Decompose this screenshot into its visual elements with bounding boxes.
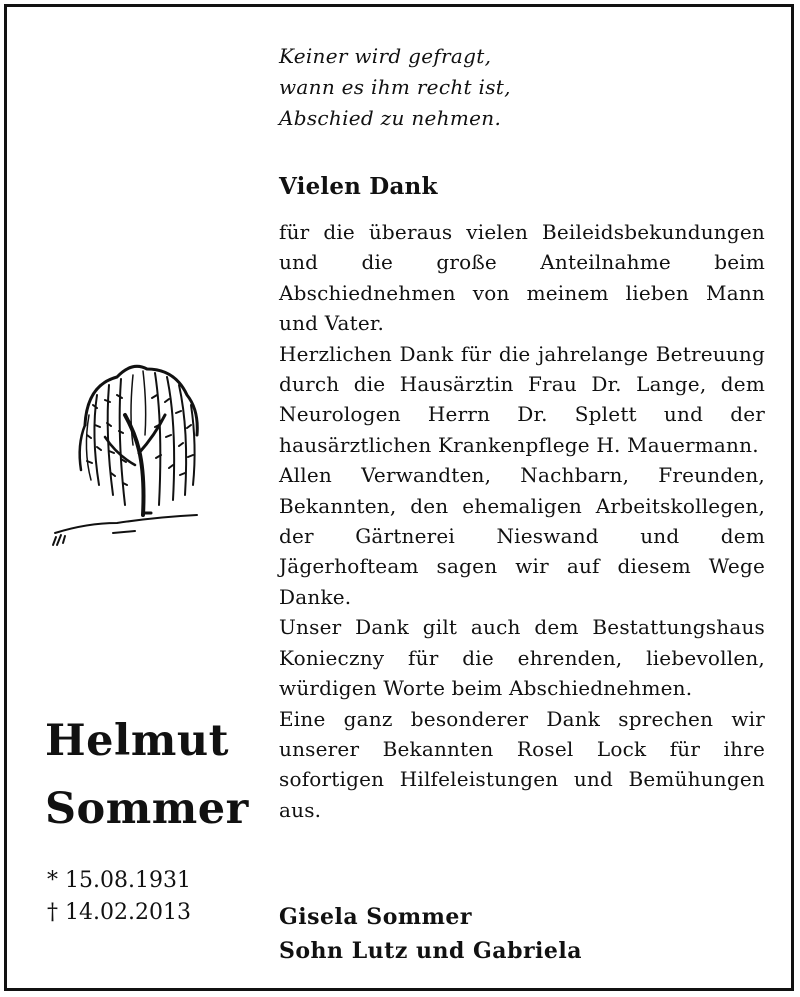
paragraph-condolences: für die überaus vielen Beileidsbekundungen und die große Anteilnahme beim Abschiednehmen von meinem lieben Mann und Vater. — [279, 220, 765, 336]
weeping-willow-icon — [47, 355, 207, 565]
cross-icon: † — [47, 900, 58, 925]
signature-line: Sohn Lutz und Gabriela — [279, 938, 583, 964]
life-dates — [47, 865, 191, 929]
quote-line: Abschied zu nehmen. — [279, 106, 502, 130]
paragraph-relatives: Allen Verwandten, Nachbarn, Freunden, Bekannten, den ehemaligen Arbeitskollegen, der Gärtnerei Nieswand und dem Jägerhofteam sagen wir auf diesem Wege Danke. — [279, 463, 765, 609]
signature-block — [279, 900, 582, 968]
death-row — [47, 897, 191, 929]
paragraph-doctors: Herzlichen Dank für die jahrelange Betreuung durch die Hausärztin Frau Dr. Lange, dem Neurologen Herrn Dr. Splett und der hausärztlichen Krankenpflege H. Mauermann. — [279, 341, 765, 457]
deceased-name — [45, 707, 270, 843]
paragraph-funeral-home: Unser Dank gilt auch dem Bestattungshaus Konieczny für die ehrenden, liebevollen, würdigen Worte beim Abschiednehmen. — [279, 615, 765, 701]
paragraph-special-thanks: Eine ganz besonderer Dank sprechen wir unserer Bekannten Rosel Lock für ihre sofortigen Hilfeleistungen und Bemühungen aus. — [279, 706, 765, 822]
signature-line: Gisela Sommer — [279, 904, 473, 930]
last-name: Sommer — [45, 784, 249, 834]
birth-row — [47, 865, 191, 897]
thanks-text — [279, 217, 765, 825]
first-name: Helmut — [45, 716, 229, 766]
quote-line: Keiner wird gefragt, — [279, 44, 492, 68]
birth-symbol: * — [47, 868, 58, 893]
death-date: 14.02.2013 — [65, 900, 191, 925]
quote-line: wann es ihm recht ist, — [279, 75, 511, 99]
birth-date: 15.08.1931 — [65, 868, 191, 893]
quote-block — [279, 41, 779, 134]
thanks-heading: Vielen Dank — [279, 173, 438, 200]
obituary-notice-frame — [4, 4, 794, 991]
